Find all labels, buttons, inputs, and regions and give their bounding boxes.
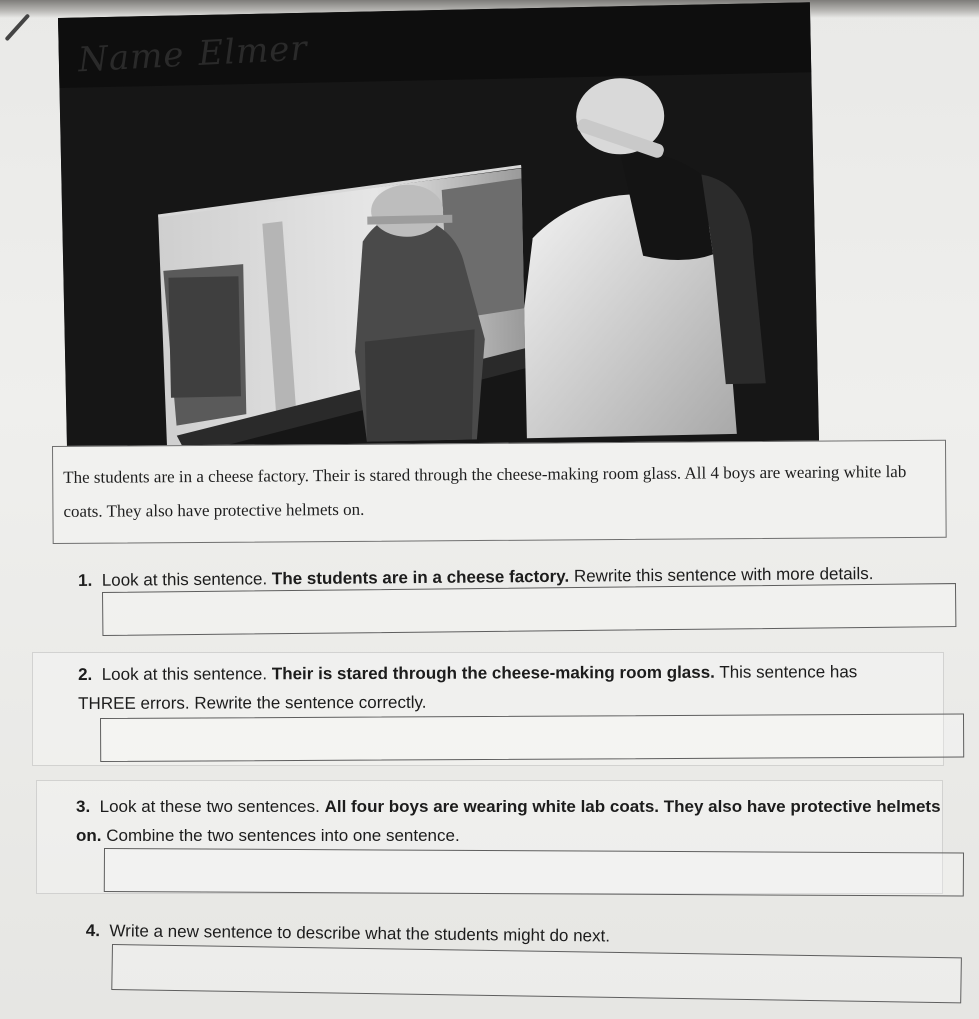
answer-box-4[interactable]	[111, 944, 962, 1003]
answer-box-1[interactable]	[102, 583, 956, 636]
answer-box-3[interactable]	[104, 848, 964, 897]
caption-text: The students are in a cheese factory. Their is stared through the cheese-making room glass. All 4 boys are wearing white lab coats. They also have protective helmets on.	[63, 462, 907, 521]
question-2-tail: This sentence has THREE errors. Rewrite the sentence correctly.	[78, 662, 858, 713]
question-3-bold: All four boys are wearing white lab coats. They also have protective helmets on.	[76, 797, 941, 845]
question-3-tail: Combine the two sentences into one sentence.	[106, 826, 460, 845]
question-4-lead: Write a new sentence to describe what the students might do next.	[109, 921, 611, 946]
question-3-lead: Look at these two sentences.	[99, 797, 320, 816]
question-1-number: 1.	[78, 570, 93, 590]
question-2-number: 2.	[78, 664, 93, 684]
question-1-lead: Look at this sentence.	[101, 569, 268, 590]
question-2-bold: Their is stared through the cheese-making room glass.	[271, 662, 715, 684]
question-3	[76, 792, 956, 850]
question-2	[78, 657, 918, 718]
name-value: Elmer	[197, 28, 309, 75]
name-label: Name	[77, 34, 186, 81]
question-3-number: 3.	[76, 797, 91, 816]
question-1-tail: Rewrite this sentence with more details.	[573, 564, 874, 586]
caption-box	[52, 440, 947, 544]
answer-box-2[interactable]	[100, 713, 964, 762]
question-2-lead: Look at this sentence.	[101, 664, 268, 684]
question-4-number: 4.	[85, 920, 101, 941]
question-1-bold: The students are in a cheese factory.	[271, 566, 570, 589]
